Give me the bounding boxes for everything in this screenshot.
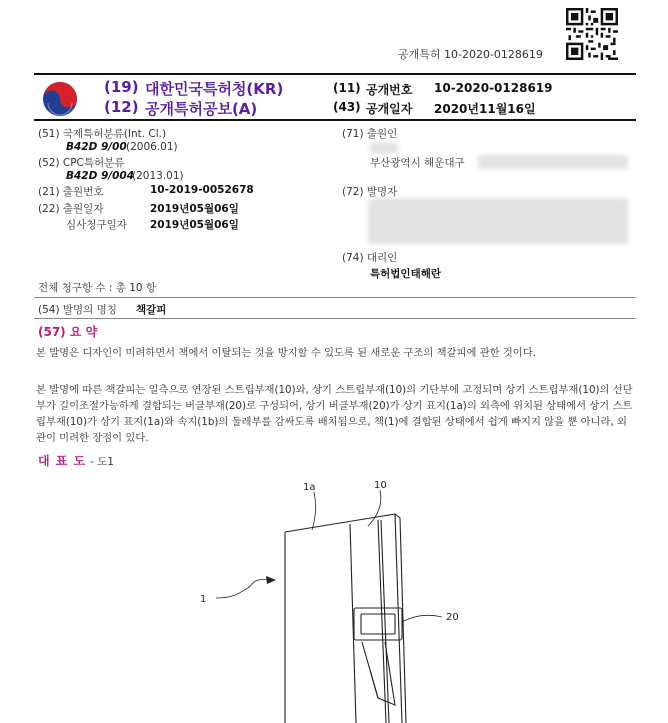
claims-total: 전체 청구항 수 : 총 10 항: [38, 282, 157, 294]
qr-code-icon: [566, 8, 618, 60]
exam-date-value: 2019년05월06일: [150, 219, 239, 231]
exam-date-label: 심사청구일자: [66, 219, 127, 231]
applicant-address: 부산광역시 해운대구: [370, 157, 465, 169]
pub-date-value: 2020년11월16일: [434, 102, 536, 116]
leader-1-arrowhead: [266, 576, 276, 584]
office-code: (19): [104, 78, 139, 96]
figure-label-1a: 1a: [303, 482, 316, 493]
ipc-value: B42D 9/00: [66, 141, 127, 153]
inventor-label: (72) 발명자: [342, 186, 398, 198]
top-publication-number: 공개특허 10-2020-0128619: [398, 48, 543, 61]
divider-claims: [34, 297, 636, 298]
applicant-label: (71) 출원인: [342, 128, 398, 140]
doc-type: 공개특허공보(A): [145, 100, 258, 118]
figure-label-20: 20: [446, 612, 459, 623]
header-rule-bottom: [34, 119, 636, 121]
figure-label-10: 10: [374, 480, 387, 491]
redacted-inventor: [368, 198, 628, 244]
ipc-label: (51) 국제특허분류(Int. Cl.): [38, 128, 167, 140]
ipc-year: (2006.01): [126, 141, 178, 153]
redacted-applicant-name: [370, 142, 398, 154]
leader-10: [368, 490, 381, 526]
taegeuk-logo-icon: [42, 81, 78, 117]
strap-tail: [362, 642, 395, 705]
agent-label: (74) 대리인: [342, 252, 398, 264]
pub-no-label: 공개번호: [366, 83, 413, 97]
representative-drawing-value: - 도1: [90, 456, 114, 468]
leader-20: [402, 615, 442, 622]
leader-1a: [312, 492, 316, 530]
agent-value: 특허법인태해란: [370, 268, 442, 280]
representative-drawing: [0, 470, 668, 723]
buckle-inner: [361, 614, 395, 634]
app-no-label: (21) 출원번호: [38, 186, 104, 198]
abstract-paragraph-1: 본 발명은 디자인이 미려하면서 책에서 이탈되는 것을 방지할 수 있도록 된 새로운 구조의 책갈피에 관한 것이다.: [36, 347, 536, 359]
divider-title: [34, 318, 636, 319]
doc-type-code: (12): [104, 98, 139, 116]
representative-drawing-label: 대 표 도: [38, 454, 87, 468]
app-no-value: 10-2019-0052678: [150, 184, 254, 196]
pub-date-label: 공개일자: [366, 102, 413, 116]
header-rule-top: [34, 73, 636, 75]
pub-date-code: (43): [333, 100, 361, 114]
abstract-paragraph-2: 본 발명에 따른 책갈피는 일측으로 연장된 스트립부재(10)와, 상기 스트립부재(10)의 기단부에 고정되며 상기 스트립부재(10)의 선단부가 길이조절가능하게 결합되는 버클부재(20)로 구성되어, 상기 버클부재(20)가 상기 표지(1a)의 외측에 위치된 상태에서 상기 스트립부재(10)가 상기 표지(1a)와 속지(1b)의 둘레부를 감싸도록 배치됨으로, 책(1)에 결합된 상태에서 쉽게 빠지지 않을 뿐 아니라, 외관이 미려한 장점이 있다.: [36, 384, 633, 444]
app-date-label: (22) 출원일자: [38, 203, 104, 215]
pub-no-value: 10-2020-0128619: [434, 81, 553, 95]
office-name: 대한민국특허청(KR): [145, 80, 284, 98]
cpc-label: (52) CPC특허분류: [38, 157, 125, 169]
redacted-applicant-address: [478, 155, 628, 169]
title-value: 책갈피: [136, 304, 167, 316]
abstract-heading: (57) 요 약: [38, 325, 98, 339]
cpc-year: (2013.01): [132, 170, 184, 182]
cpc-value: B42D 9/004: [66, 170, 135, 182]
leader-1: [216, 580, 268, 598]
strap-tail-fold: [370, 670, 378, 698]
app-date-value: 2019년05월06일: [150, 203, 239, 215]
pub-no-code: (11): [333, 81, 361, 95]
strap-left-edge: [350, 524, 356, 723]
title-label: (54) 발명의 명칭: [38, 304, 117, 316]
figure-label-1: 1: [200, 594, 207, 605]
